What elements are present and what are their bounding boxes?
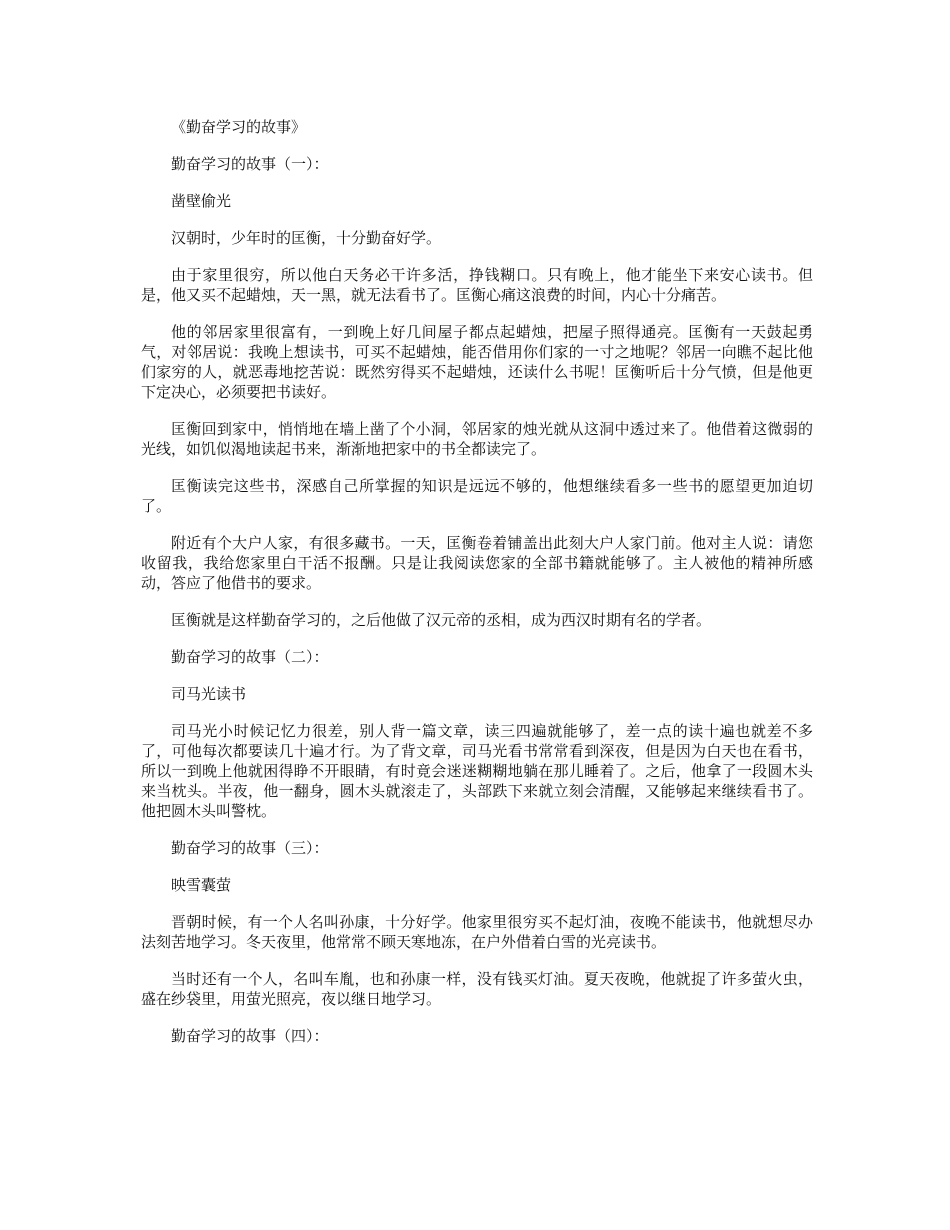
story-subtitle: 凿壁偷光 [171,192,232,210]
paragraph: 他的邻居家里很富有，一到晚上好几间屋子都点起蜡烛，把屋子照得通亮。匡衡有一天鼓起勇气，对邻居说：我晚上想读书，可买不起蜡烛，能否借用你们家的一寸之地呢？邻居一向瞧不起比他们家穷的人，就恶毒地挖苦说：既然穷得买不起蜡烛，还读什么书呢！匡衡听后十分气愤，但是他更下定决心，必须要把书读好。 [141,323,813,401]
paragraph: 当时还有一个人，名叫车胤，也和孙康一样，没有钱买灯油。夏天夜晚，他就捉了许多萤火虫，盛在纱袋里，用萤光照亮，夜以继日地学习。 [141,970,813,1008]
story-heading: 勤奋学习的故事（一）： [171,155,329,173]
story-subtitle: 映雪囊萤 [171,876,232,894]
story-heading: 勤奋学习的故事（二）： [171,648,329,666]
paragraph: 附近有个大户人家，有很多藏书。一天，匡衡卷着铺盖出此刻大户人家门前。他对主人说：请您收留我，我给您家里白干活不报酬。只是让我阅读您家的全部书籍就能够了。主人被他的精神所感动，答应了他借书的要求。 [141,534,813,592]
paragraph: 晋朝时候，有一个人名叫孙康，十分好学。他家里很穷买不起灯油，夜晚不能读书，他就想尽办法刻苦地学习。冬天夜里，他常常不顾天寒地冻，在户外借着白雪的光亮读书。 [141,913,813,951]
paragraph: 由于家里很穷，所以他白天务必干许多活，挣钱糊口。只有晚上，他才能坐下来安心读书。但是，他又买不起蜡烛，天一黑，就无法看书了。匡衡心痛这浪费的时间，内心十分痛苦。 [141,266,813,304]
story-heading: 勤奋学习的故事（三）： [171,839,329,857]
story-heading: 勤奋学习的故事（四）： [171,1027,329,1045]
story-subtitle: 司马光读书 [171,685,247,703]
document-body [141,117,813,1063]
document-title: 《勤奋学习的故事》 [171,118,307,136]
paragraph: 匡衡回到家中，悄悄地在墙上凿了个小洞，邻居家的烛光就从这洞中透过来了。他借着这微弱的光线，如饥似渴地读起书来，渐渐地把家中的书全都读完了。 [141,420,813,458]
paragraph: 司马光小时候记忆力很差，别人背一篇文章，读三四遍就能够了，差一点的读十遍也就差不多了，可他每次都要读几十遍才行。为了背文章，司马光看书常常看到深夜，但是因为白天也在看书，所以一到晚上他就困得睁不开眼睛，有时竟会迷迷糊糊地躺在那儿睡着了。之后，他拿了一段圆木头来当枕头。半夜，他一翻身，圆木头就滚走了，头部跌下来就立刻会清醒，又能够起来继续看书了。他把圆木头叫警枕。 [141,722,813,820]
paragraph: 汉朝时，少年时的匡衡，十分勤奋好学。 [171,229,442,247]
paragraph: 匡衡读完这些书，深感自己所掌握的知识是远远不够的，他想继续看多一些书的愿望更加迫切了。 [141,477,813,515]
paragraph: 匡衡就是这样勤奋学习的，之后他做了汉元帝的丞相，成为西汉时期有名的学者。 [171,611,712,629]
